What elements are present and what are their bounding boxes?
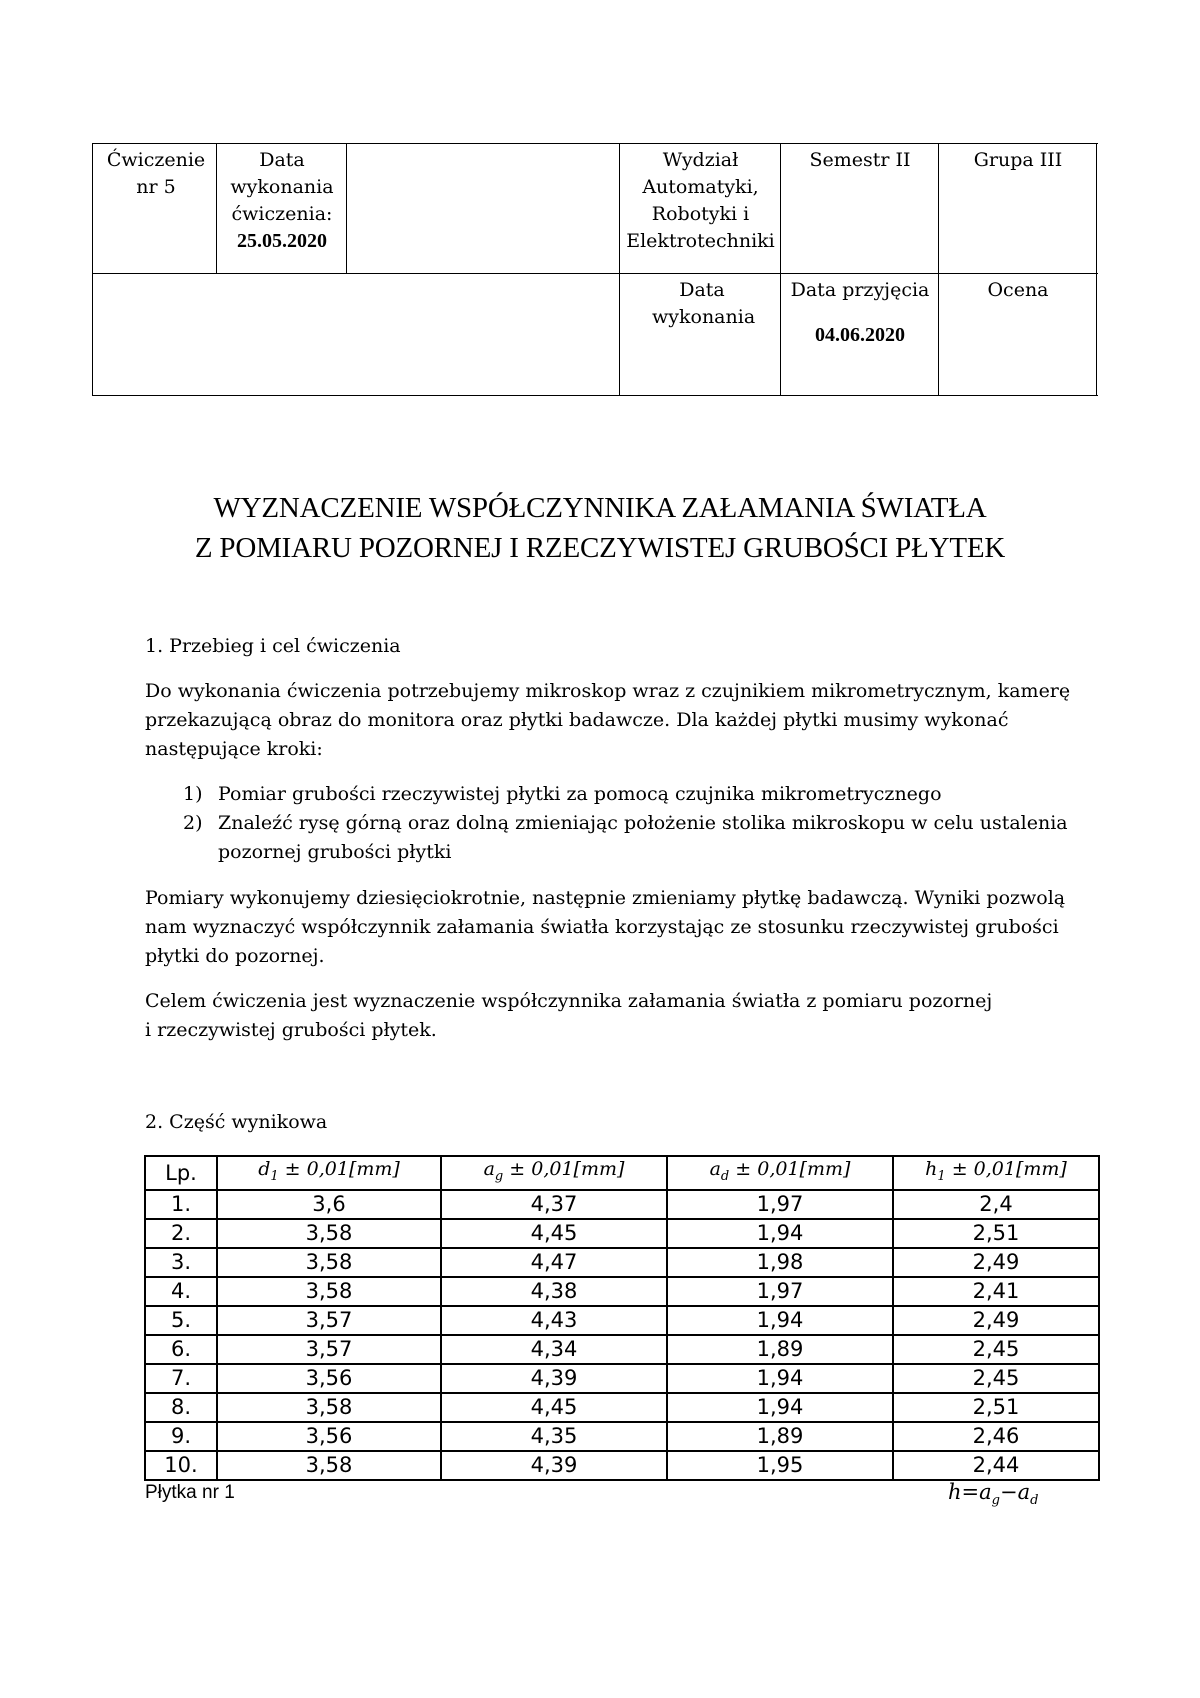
table-header-row	[145, 1156, 1099, 1190]
table-row	[145, 1306, 1099, 1335]
value-cell: 4,39	[441, 1364, 667, 1393]
table-border	[92, 395, 1098, 396]
value-cell: 1,94	[667, 1364, 893, 1393]
column-header-ag	[441, 1156, 667, 1190]
table-border	[346, 143, 347, 273]
document-title	[0, 488, 1200, 568]
value-cell: 2,51	[893, 1219, 1099, 1248]
header-uncertainty: ± 0,01[mm]	[278, 1158, 400, 1180]
header-subscript: d	[720, 1168, 730, 1184]
value-cell: 3,6	[217, 1190, 441, 1219]
faculty: Wydział Automatyki, Robotyki i Elektrotechniki	[626, 149, 775, 252]
value-cell: 3,58	[217, 1219, 441, 1248]
value-cell: 2,49	[893, 1306, 1099, 1335]
header-table	[92, 143, 1098, 399]
row-number-cell: 6.	[145, 1335, 217, 1364]
execution-date-value: 25.05.2020	[237, 230, 327, 252]
formula-part: a	[979, 1480, 992, 1504]
table-row	[145, 1422, 1099, 1451]
paragraph-line: przekazującą obraz do monitora oraz płytki badawcze. Dla każdej płytki musimy wykonać	[145, 709, 1009, 731]
acceptance-date-label: Data przyjęcia	[790, 279, 930, 301]
paragraph-line: następujące kroki:	[145, 738, 323, 760]
value-cell: 4,34	[441, 1335, 667, 1364]
value-cell: 2,45	[893, 1335, 1099, 1364]
value-cell: 1,94	[667, 1393, 893, 1422]
header-subscript: g	[494, 1168, 504, 1184]
list-item: Pomiar grubości rzeczywistej płytki za pomocą czujnika mikrometrycznego	[218, 783, 942, 805]
value-cell: 1,97	[667, 1277, 893, 1306]
table-border	[780, 143, 781, 396]
value-cell: 4,35	[441, 1422, 667, 1451]
list-number: 2)	[183, 812, 203, 834]
table-border	[216, 143, 217, 273]
grade: Ocena	[987, 279, 1049, 301]
column-header-h1	[893, 1156, 1099, 1190]
section-2-heading: 2. Część wynikowa	[145, 1111, 328, 1133]
table-border	[1096, 143, 1097, 396]
header-symbol: d	[258, 1158, 271, 1180]
execution-date-2: Data wykonania	[652, 279, 756, 328]
execution-date-label: Data wykonania ćwiczenia:	[230, 149, 334, 225]
row-number-cell: 2.	[145, 1219, 217, 1248]
row-number-cell: 9.	[145, 1422, 217, 1451]
table-border	[92, 273, 1098, 274]
title-line-1: WYZNACZENIE WSPÓŁCZYNNIKA ZAŁAMANIA ŚWIATŁA	[213, 492, 987, 524]
value-cell: 3,56	[217, 1422, 441, 1451]
value-cell: 2,44	[893, 1451, 1099, 1480]
row-number-cell: 4.	[145, 1277, 217, 1306]
header-subscript: 1	[937, 1168, 946, 1184]
value-cell: 1,89	[667, 1335, 893, 1364]
table-body	[145, 1190, 1099, 1480]
value-cell: 3,58	[217, 1451, 441, 1480]
column-header-d1	[217, 1156, 441, 1190]
value-cell: 3,57	[217, 1306, 441, 1335]
exercise-number: Ćwiczenie nr 5	[106, 149, 206, 198]
table-border	[619, 143, 620, 396]
formula-part: a	[1017, 1480, 1031, 1504]
column-header-ad	[667, 1156, 893, 1190]
formula	[948, 1480, 1038, 1508]
value-cell: 3,58	[217, 1248, 441, 1277]
section-1-heading: 1. Przebieg i cel ćwiczenia	[145, 635, 401, 657]
table-border	[92, 143, 93, 396]
list-item: Znaleźć rysę górną oraz dolną zmieniając położenie stolika mikroskopu w celu ustalenia	[218, 812, 1068, 834]
paragraph-line: płytki do pozornej.	[145, 945, 325, 967]
value-cell: 1,98	[667, 1248, 893, 1277]
row-number-cell: 5.	[145, 1306, 217, 1335]
table-row	[145, 1451, 1099, 1480]
row-number-cell: 1.	[145, 1190, 217, 1219]
value-cell: 3,58	[217, 1277, 441, 1306]
row-number-cell: 7.	[145, 1364, 217, 1393]
value-cell: 1,94	[667, 1306, 893, 1335]
value-cell: 4,43	[441, 1306, 667, 1335]
table-row	[145, 1393, 1099, 1422]
table-row	[145, 1335, 1099, 1364]
paragraph-line: Do wykonania ćwiczenia potrzebujemy mikroskop wraz z czujnikiem mikrometrycznym, kamerę	[145, 680, 1071, 702]
paragraph-line: Celem ćwiczenia jest wyznaczenie współczynnika załamania światła z pomiaru pozornej	[145, 990, 993, 1012]
row-number-cell: 10.	[145, 1451, 217, 1480]
header-uncertainty: ± 0,01[mm]	[945, 1158, 1067, 1180]
row-number-cell: 3.	[145, 1248, 217, 1277]
formula-part: h	[948, 1480, 962, 1504]
formula-part: =	[961, 1480, 980, 1504]
formula-part: −	[1000, 1480, 1018, 1504]
list-number: 1)	[183, 783, 203, 805]
header-uncertainty: ± 0,01[mm]	[729, 1158, 851, 1180]
value-cell: 2,46	[893, 1422, 1099, 1451]
value-cell: 4,45	[441, 1393, 667, 1422]
value-cell: 4,38	[441, 1277, 667, 1306]
table-row	[145, 1277, 1099, 1306]
header-symbol: a	[483, 1158, 495, 1180]
value-cell: 2,51	[893, 1393, 1099, 1422]
value-cell: 3,56	[217, 1364, 441, 1393]
table-border	[938, 143, 939, 396]
list-item: pozornej grubości płytki	[218, 841, 452, 863]
value-cell: 1,97	[667, 1190, 893, 1219]
value-cell: 4,45	[441, 1219, 667, 1248]
value-cell: 4,39	[441, 1451, 667, 1480]
formula-part: g	[991, 1493, 1000, 1509]
table-row	[145, 1190, 1099, 1219]
header-subscript: 1	[270, 1168, 279, 1184]
value-cell: 2,45	[893, 1364, 1099, 1393]
value-cell: 3,57	[217, 1335, 441, 1364]
paragraph-line: i rzeczywistej grubości płytek.	[145, 1019, 437, 1041]
value-cell: 2,49	[893, 1248, 1099, 1277]
table-caption: Płytka nr 1	[145, 1482, 235, 1503]
value-cell: 4,47	[441, 1248, 667, 1277]
title-line-2: Z POMIARU POZORNEJ I RZECZYWISTEJ GRUBOŚCI PŁYTEK	[194, 532, 1006, 564]
value-cell: 1,89	[667, 1422, 893, 1451]
header-uncertainty: ± 0,01[mm]	[503, 1158, 625, 1180]
acceptance-date-value: 04.06.2020	[815, 324, 905, 346]
paragraph-line: Pomiary wykonujemy dziesięciokrotnie, następnie zmieniamy płytkę badawczą. Wyniki pozwolą	[145, 887, 1066, 909]
table-row	[145, 1248, 1099, 1277]
value-cell: 3,58	[217, 1393, 441, 1422]
results-table	[144, 1155, 1100, 1481]
value-cell: 1,95	[667, 1451, 893, 1480]
value-cell: 4,37	[441, 1190, 667, 1219]
semester: Semestr II	[809, 149, 911, 171]
header-symbol: a	[709, 1158, 721, 1180]
paragraph-line: nam wyznaczyć współczynnik załamania światła korzystając ze stosunku rzeczywistej grubości	[145, 916, 1059, 938]
row-number-cell: 8.	[145, 1393, 217, 1422]
value-cell: 1,94	[667, 1219, 893, 1248]
value-cell: 2,41	[893, 1277, 1099, 1306]
table-border	[92, 143, 1098, 144]
value-cell: 2,4	[893, 1190, 1099, 1219]
column-header-lp: Lp.	[145, 1156, 217, 1190]
group: Grupa III	[973, 149, 1063, 171]
table-row	[145, 1219, 1099, 1248]
header-symbol: h	[925, 1158, 938, 1180]
table-row	[145, 1364, 1099, 1393]
formula-part: d	[1030, 1493, 1039, 1509]
